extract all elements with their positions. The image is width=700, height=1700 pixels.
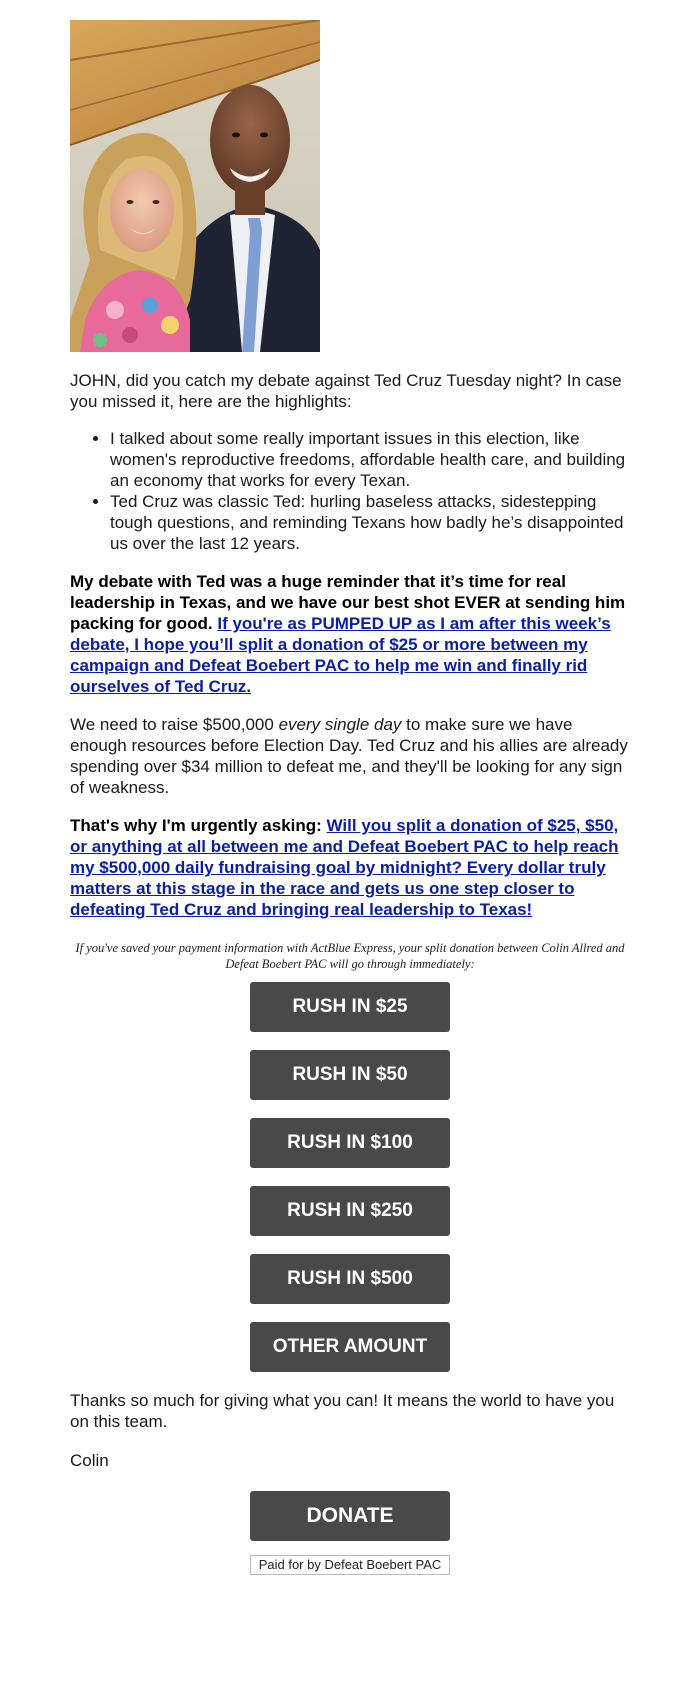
donate-section bbox=[70, 1491, 630, 1541]
list-item: • Ted Cruz was classic Ted: hurling baseless attacks, sidestepping tough questions, and reminding Texans how badly he’s disappointed us over the last 12 years. bbox=[110, 491, 630, 554]
highlights-list bbox=[70, 428, 630, 554]
daily-goal-link[interactable]: Will you split a donation of $25, $50, or anything at all between me and Defeat Boebert PAC to help reach my $500,000 daily fundraising goal by midnight? Every dollar truly matters at this stage in the race and gets us one step closer to defeating Ted Cruz and bringing real leadership to Texas! bbox=[70, 816, 619, 919]
reminder-paragraph bbox=[70, 571, 630, 697]
fundraising-text-start: We need to raise $500,000 bbox=[70, 715, 279, 734]
reminder-bold-text: My debate with Ted was a huge reminder that it’s time for real leadership in Texas, and we have our best shot EVER at sending him packing for good. bbox=[70, 572, 626, 633]
rush-in-50-button[interactable]: RUSH IN $50 bbox=[250, 1050, 450, 1100]
thanks-paragraph: Thanks so much for giving what you can! It means the world to have you on this team. bbox=[70, 1391, 615, 1431]
email-body bbox=[70, 20, 630, 1575]
actblue-express-note: If you've saved your payment information with ActBlue Express, your split donation between Colin Allred and Defeat Boebert PAC will go through immediately: bbox=[75, 941, 625, 971]
rush-in-100-button[interactable]: RUSH IN $100 bbox=[250, 1118, 450, 1168]
signature: Colin bbox=[70, 1451, 109, 1470]
paid-for-disclaimer: Paid for by Defeat Boebert PAC bbox=[250, 1555, 450, 1575]
split-donation-link[interactable]: If you're as PUMPED UP as I am after this week’s debate, I hope you’ll split a donation of $25 or more between my campaign and Defeat Boebert PAC to help me win and finally rid ourselves of Ted Cruz. bbox=[70, 614, 611, 696]
other-amount-button[interactable]: OTHER AMOUNT bbox=[250, 1322, 450, 1372]
donation-buttons bbox=[70, 982, 630, 1372]
rush-in-500-button[interactable]: RUSH IN $500 bbox=[250, 1254, 450, 1304]
donate-button[interactable]: DONATE bbox=[250, 1491, 450, 1541]
intro-paragraph: JOHN, did you catch my debate against Ted Cruz Tuesday night? In case you missed it, here are the highlights: bbox=[70, 371, 622, 411]
candidate-photo bbox=[70, 20, 320, 352]
urgent-ask-paragraph bbox=[70, 815, 630, 920]
list-item: • I talked about some really important issues in this election, like women's reproductive freedoms, affordable health care, and building an economy that works for every Texan. bbox=[110, 428, 630, 491]
rush-in-250-button[interactable]: RUSH IN $250 bbox=[250, 1186, 450, 1236]
fundraising-paragraph bbox=[70, 714, 630, 798]
fundraising-text-end: to make sure we have enough resources before Election Day. Ted Cruz and his allies are already spending over $34 million to defeat me, and they'll be looking for any sign of weakness. bbox=[70, 715, 628, 797]
photo-icon bbox=[70, 20, 320, 352]
rush-in-25-button[interactable]: RUSH IN $25 bbox=[250, 982, 450, 1032]
fundraising-emphasis: every single day bbox=[278, 715, 402, 734]
urgent-ask-bold-text: That's why I'm urgently asking: bbox=[70, 816, 322, 835]
